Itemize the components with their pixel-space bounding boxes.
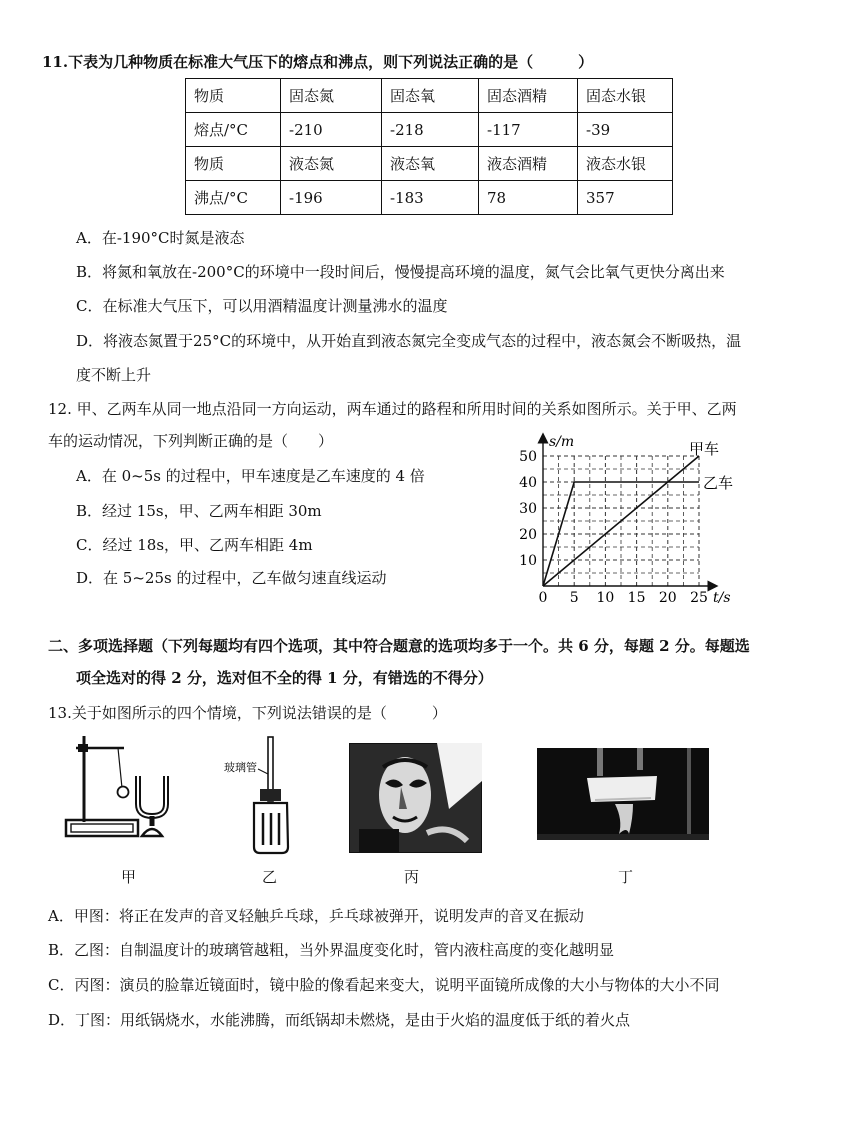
table-cell: 液态酒精 xyxy=(479,147,578,181)
q13-option-c: C．丙图：演员的脸靠近镜面时，镜中脸的像看起来变大，说明平面镜所成像的大小与物体的大小不同 xyxy=(48,976,720,994)
y-axis-label: s/m xyxy=(549,434,575,450)
table-cell: -218 xyxy=(382,113,479,147)
y-tick-label: 50 xyxy=(519,449,537,465)
table-cell: -117 xyxy=(479,113,578,147)
table-row xyxy=(186,181,673,215)
q11-option-c: C．在标准大气压下，可以用酒精温度计测量沸水的温度 xyxy=(76,297,448,315)
figure-bing-mirror-photo xyxy=(349,743,482,853)
pendulum-string xyxy=(118,748,122,788)
table-cell: 液态氮 xyxy=(281,147,382,181)
figure-ding-paper-pot-photo xyxy=(537,748,709,840)
y-tick-label: 30 xyxy=(519,501,537,517)
series-label-jia: 甲车 xyxy=(689,440,720,458)
table-cell: -183 xyxy=(382,181,479,215)
st-chart xyxy=(500,428,750,613)
x-tick-label: 0 xyxy=(538,590,548,606)
table-cell: 78 xyxy=(479,181,578,215)
q13-stem: 13.关于如图所示的四个情境，下列说法错误的是（ ） xyxy=(48,704,447,722)
table-cell: 固态氧 xyxy=(382,79,479,113)
table-cell: -39 xyxy=(578,113,673,147)
q12-option-c: C．经过 18s，甲、乙两车相距 4m xyxy=(76,536,313,554)
y-tick-label: 40 xyxy=(519,475,537,491)
q12-option-b: B．经过 15s，甲、乙两车相距 30m xyxy=(76,502,322,520)
x-tick-label: 20 xyxy=(658,590,677,606)
figure-yi-thermometer xyxy=(220,735,320,855)
table-cell: 液态水银 xyxy=(578,147,673,181)
figure-ding-caption: 丁 xyxy=(618,868,634,886)
table-cell: -210 xyxy=(281,113,382,147)
glass-tube-label: 玻璃管 xyxy=(224,761,257,774)
table-row xyxy=(186,113,673,147)
q13-option-a: A．甲图：将正在发声的音叉轻触乒乓球，乒乓球被弹开，说明发声的音叉在振动 xyxy=(48,907,584,925)
table-cell: 沸点/°C xyxy=(186,181,281,215)
melting-boiling-table xyxy=(185,78,673,215)
figure-jia-tuning-fork xyxy=(62,732,192,847)
x-tick-label: 25 xyxy=(690,590,708,606)
q11-option-a: A．在-190°C时氮是液态 xyxy=(76,229,245,247)
table-cell: 液态氧 xyxy=(382,147,479,181)
table-cell: -196 xyxy=(281,181,382,215)
table-cell: 熔点/°C xyxy=(186,113,281,147)
table-cell: 固态水银 xyxy=(578,79,673,113)
tuning-fork xyxy=(138,776,166,816)
x-tick-label: 15 xyxy=(627,590,646,606)
table-row xyxy=(186,147,673,181)
q11-option-b: B．将氮和氧放在-200°C的环境中一段时间后，慢慢提高环境的温度，氮气会比氧气更快分离出来 xyxy=(76,263,725,281)
figure-yi-caption: 乙 xyxy=(262,868,278,886)
series-label-yi: 乙车 xyxy=(703,474,734,492)
bottle-stopper xyxy=(260,789,281,801)
figure-bing-caption: 丙 xyxy=(404,868,420,886)
table-cell: 固态氮 xyxy=(281,79,382,113)
table-cell: 固态酒精 xyxy=(479,79,578,113)
q12-option-d: D．在 5~25s 的过程中，乙车做匀速直线运动 xyxy=(76,569,387,587)
stand-base xyxy=(66,820,138,836)
figure-jia-caption: 甲 xyxy=(121,868,137,886)
x-tick-label: 10 xyxy=(596,590,615,606)
ping-pong-ball xyxy=(118,787,129,798)
x-axis-label: t/s xyxy=(713,590,731,606)
y-tick-label: 10 xyxy=(519,553,537,569)
q12-stem-cont: 车的运动情况，下列判断正确的是（ ） xyxy=(48,432,334,450)
q13-option-b: B．乙图：自制温度计的玻璃管越粗，当外界温度变化时，管内液柱高度的变化越明显 xyxy=(48,941,615,959)
table-cell: 357 xyxy=(578,181,673,215)
q11-option-d: D．将液态氮置于25°C的环境中，从开始直到液态氮完全变成气态的过程中，液态氮会不断吸热，温 xyxy=(76,332,742,350)
q11-stem: 11.下表为几种物质在标准大气压下的熔点和沸点，则下列说法正确的是（ ） xyxy=(42,53,594,71)
q12-option-a: A．在 0~5s 的过程中，甲车速度是乙车速度的 4 倍 xyxy=(76,467,425,485)
q11-option-d-cont: 度不断上升 xyxy=(76,366,152,384)
table-cell: 物质 xyxy=(186,79,281,113)
table-row xyxy=(186,79,673,113)
table-cell: 物质 xyxy=(186,147,281,181)
section2-heading-cont: 项全选对的得 2 分，选对但不全的得 1 分，有错选的不得分） xyxy=(76,669,493,687)
q13-option-d: D．丁图：用纸锅烧水，水能沸腾，而纸锅却未燃烧，是由于火焰的温度低于纸的着火点 xyxy=(48,1011,631,1029)
x-tick-label: 5 xyxy=(569,590,579,606)
section2-heading: 二、多项选择题（下列每题均有四个选项，其中符合题意的选项均多于一个。共 6 分，每题 2 分。每题选 xyxy=(48,637,750,655)
y-tick-label: 20 xyxy=(519,527,537,543)
q12-stem: 12. 甲、乙两车从同一地点沿同一方向运动，两车通过的路程和所用时间的关系如图所示。关于甲、乙两 xyxy=(48,400,737,418)
